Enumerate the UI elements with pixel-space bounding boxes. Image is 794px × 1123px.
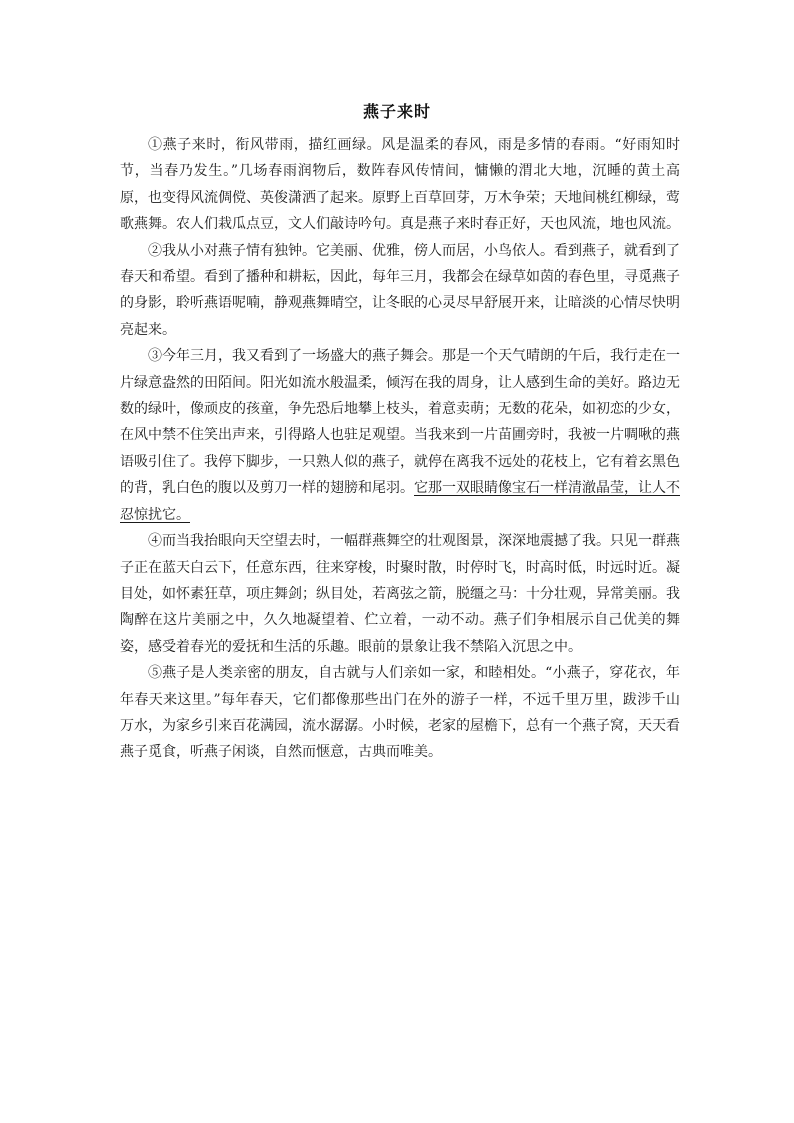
paragraph-1-text: ①燕子来时，衔风带雨，描红画绿。风是温柔的春风，雨是多情的春雨。“好雨知时节，当春乃发生。”几场春雨润物后，数阵春风传情间，慵懒的渭北大地，沉睡的黄土高原，也变得风流倜傥、英俊潇洒了起来。原野上百草回芽，万木争荣；天地间桃红柳绿，莺歌燕舞。农人们栽瓜点豆，文人们敲诗吟句。真是燕子来时春正好，天也风流，地也风流。 (120, 137, 680, 233)
paragraph-3 (120, 343, 680, 528)
paragraph-4-text: ④而当我抬眼向天空望去时，一幅群燕舞空的壮观图景，深深地震撼了我。只见一群燕子正在蓝天白云下，任意东西，往来穿梭，时聚时散，时停时飞，时高时低，时远时近。凝目处，如怀素狂草，项庄舞剑；纵目处，若离弦之箭，脱缰之马：十分壮观，异常美丽。我陶醉在这片美丽之中，久久地凝望着、伫立着，一动不动。燕子们争相展示自己优美的舞姿，感受着春光的爱抚和生活的乐趣。眼前的景象让我不禁陷入沉思之中。 (120, 533, 680, 655)
paragraph-2-text: ②我从小对燕子情有独钟。它美丽、优雅，傍人而居，小鸟依人。看到燕子，就看到了春天和希望。看到了播种和耕耘，因此，每年三月，我都会在绿草如茵的春色里，寻觅燕子的身影，聆听燕语呢喃，静观燕舞晴空，让冬眠的心灵尽早舒展开来，让暗淡的心情尽快明亮起来。 (120, 242, 680, 338)
document-body (120, 132, 680, 766)
underlined-sentence: 它那一双眼睛像宝石一样清澈晶莹，让人不忍惊扰它。 (120, 480, 680, 523)
document-title: 燕子来时 (362, 102, 431, 121)
paragraph-1 (120, 132, 680, 238)
paragraph-5 (120, 660, 680, 766)
paragraph-2 (120, 238, 680, 344)
paragraph-4 (120, 528, 680, 660)
paragraph-5-text: ⑤燕子是人类亲密的朋友，自古就与人们亲如一家，和睦相处。“小燕子，穿花衣，年年春天来这里。”每年春天，它们都像那些出门在外的游子一样，不远千里万里，跋涉千山万水，为家乡引来百花满园，流水潺潺。小时候，老家的屋檐下，总有一个燕子窝，天天看燕子觅食，听燕子闲谈，自然而惬意，古典而唯美。 (120, 665, 680, 761)
paragraph-3-text: ③今年三月，我又看到了一场盛大的燕子舞会。那是一个天气晴朗的午后，我行走在一片绿意盎然的田陌间。阳光如流水般温柔，倾泻在我的周身，让人感到生命的美好。路边无数的绿叶，像顽皮的孩童，争先恐后地攀上枝头，着意卖萌；无数的花朵，如初恋的少女，在风中禁不住笑出声来，引得路人也驻足观望。当我来到一片苗圃旁时，我被一片啁啾的燕语吸引住了。我停下脚步，一只熟人似的燕子，就停在离我不远处的花枝上，它有着玄黑色的背，乳白色的腹以及剪刀一样的翅膀和尾羽。 (120, 348, 680, 497)
